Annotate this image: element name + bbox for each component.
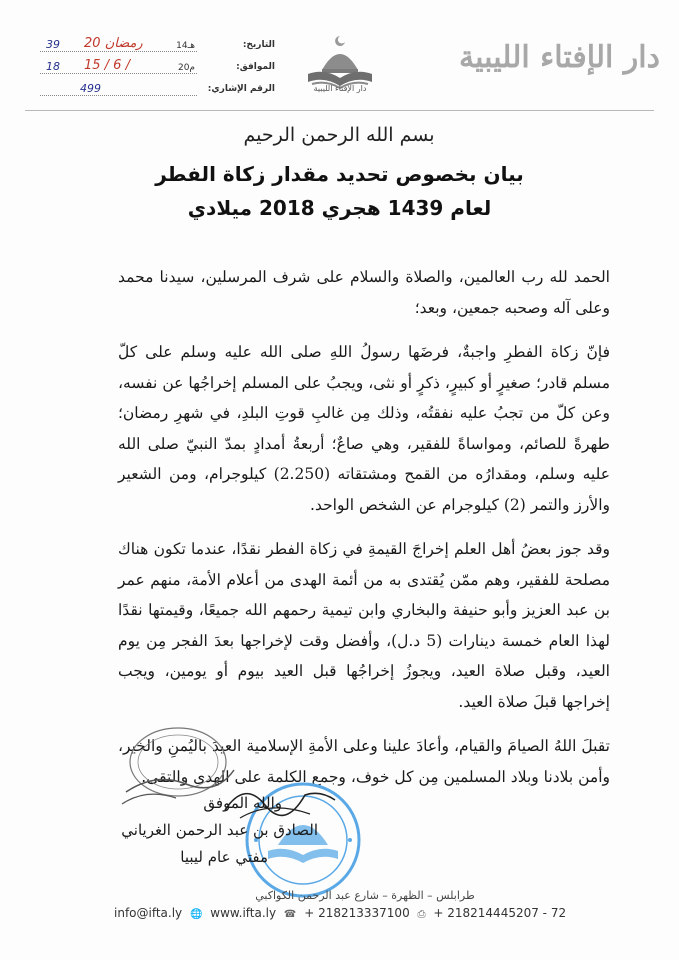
meta-suffix: 14هـ xyxy=(176,41,195,51)
meta-handwritten: 20 رمضان xyxy=(84,36,143,51)
signatory-title: مفتي عام ليبيا xyxy=(180,848,268,866)
basmala: بسم الله الرحمن الرحيم xyxy=(243,124,435,146)
meta-label: الرقم الإشاري: xyxy=(207,84,275,94)
footer-contacts xyxy=(112,906,567,920)
meta-row-gregorian-date xyxy=(40,60,275,78)
meta-value: 499 xyxy=(80,82,101,95)
meta-handwritten: 15 / 6 / xyxy=(84,58,130,73)
phone-icon: ☎ xyxy=(283,909,297,920)
footer-address: طرابلس – الظهرة – شارع عبد الرحمن الكواكبي xyxy=(255,889,475,902)
paragraph-value: وقد جوز بعضُ أهل العلم إخراجَ القيمةِ في زكاة الفطر نقدًا، عندما تكون هناك مصلحة للفقير، وهم ممّن يُقتدى به من أئمة الهدى من أعلام الأمة، منهم عمر بن عبد العزيز وأبو حنيفة والبخاري وابن تيمية رحمهم الله جميعًا، وقيمتها نقدًا لهذا العام خمسة دينارات (5 د.ل)، وأفضل وقت لإخراجها بعدَ الفجر مِن يوم العيد، وقبل صلاة العيد، ويجوزُ إخراجُها قبل العيد بيوم أو يومين، ويجب إخراجها قبلَ صلاة العيد. xyxy=(118,540,610,711)
document-title: بيان بخصوص تحديد مقدار زكاة الفطر xyxy=(155,162,524,186)
emblem-caption: دار الإفتاء الليبية xyxy=(313,84,367,93)
meta-row-reference-number xyxy=(40,82,275,100)
ifta-logo-text: دار الإفتاء الليبية xyxy=(459,40,660,75)
reference-meta xyxy=(40,38,275,100)
footer-website[interactable]: www.ifta.ly xyxy=(210,906,277,920)
meta-dotted-line xyxy=(40,73,197,74)
meta-dotted-line xyxy=(40,95,197,96)
signature-block xyxy=(118,790,318,871)
fax-icon: ⎙ xyxy=(417,909,426,920)
paragraph-ruling: فإنّ زكاة الفطرِ واجبةٌ، فرضَها رسولُ اللهِ صلى الله عليه وسلم على كلّ مسلم قادر؛ صغيرٍ أو كبيرٍ، ذكرٍ أو نثى، ويجبُ على المسلم إخراجُها عن نفسه، وعن كلّ من تجبُ عليه نفقتُه، وذلك مِن غالبِ قوتِ البلدِ، في شهرِ رمضان؛ طهرةً للصائم، ومواساةً للفقير، وهي صاعٌ؛ أربعةُ أمدادٍ بمدّ النبيّ صلى الله عليه وسلم، ومقدارُه من القمح ومشتقاته (2.250) كيلوجرام، ومن الشعير والأرز والتمر (2) كيلوجرام عن الشخص الواحد. xyxy=(118,343,610,514)
meta-dotted-line xyxy=(40,51,197,52)
meta-value: 39 xyxy=(46,38,60,51)
signatory-name: الصادق بن عبد الرحمن الغرياني xyxy=(121,821,318,839)
meta-row-hijri-date xyxy=(40,38,275,56)
paragraph-opening: الحمد لله رب العالمين، والصلاة والسلام على شرف المرسلين، سيدنا محمد وعلى آله وصحبه جمعين، وبعد؛ xyxy=(118,268,610,317)
footer-phone: + 218213337100 xyxy=(304,906,410,920)
meta-label: الموافق: xyxy=(236,62,275,72)
closing-phrase: والله الموفق xyxy=(203,794,282,812)
meta-value: 18 xyxy=(46,60,60,73)
footer-fax: + 218214445207 - 72 xyxy=(433,906,567,920)
globe-icon: 🌐 xyxy=(190,909,203,920)
paragraph-closing-dua: تقبلَ اللهُ الصيامَ والقيام، وأعادَ علينا وعلى الأمةِ الإسلامية العيدَ باليُمنِ والخير، وأمن بلادنا وبلاد المسلمين مِن كل خوف، وجمع الكلمة على الهدى والتقى. xyxy=(118,737,610,786)
meta-label: التاريخ: xyxy=(242,40,275,50)
footer-email[interactable]: info@ifta.ly xyxy=(114,906,183,920)
document-subtitle: لعام 1439 هجري 2018 ميلادي xyxy=(187,196,492,220)
header-divider xyxy=(25,110,654,111)
meta-suffix: 20م xyxy=(177,63,195,73)
